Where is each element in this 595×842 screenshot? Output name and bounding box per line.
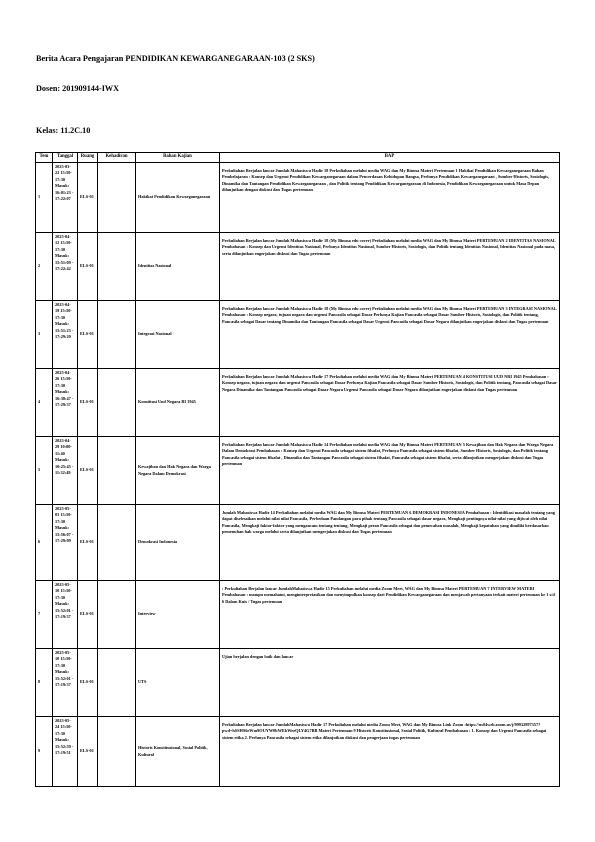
row-check-in: Masuk: 15:51:23 - 17:29:20 [55, 321, 74, 340]
row-attendance [98, 717, 136, 787]
row-number: 8 [36, 649, 53, 717]
row-number: 6 [36, 505, 53, 581]
row-bap: Perkuliahan Berjalan lancar Jumlah Mahasiswa Hadir 18 (My Binusa edu cover) Perkuliahan melalui media WAG dan My Binusa Materi PERTEMUAN 2 IDENTITAS NASIONAL Pembahasan : Konsep dan Urgensi Identitas Nasional, Perlunya Identitas Nasional, Sumber Historis, Sosiologis, dan Politik tentang Identitas Nasional, Identitas Nasional pada masa, serta dilanjutkan engerjakan diskusi dan Tugas pertemuan [220, 233, 560, 301]
row-number: 1 [36, 163, 53, 233]
row-room: ELS-01 [78, 717, 98, 787]
table-row [36, 233, 560, 301]
row-room: ELS-01 [78, 163, 98, 233]
row-room: ELS-01 [78, 649, 98, 717]
row-bap: Perkuliahan Berjalan lancar Jumlah Mahasiswa Hadir 18 Perkuliahan melalui media WAG dan My Binusa Materi Pertemuan 1 Hakikat Pendidikan Kewarganegaraan Bahan Pembelajaran : Konsep dan Urgensi Pendidikan Kewarganegaraan dalam Pencerdasan Kehidupan Bangsa, Perlunya Pendidikan Kewarganegaraan , Sumber Historis, Sosiologis, Dinamika dan Tantangan Pendidikan Kewarganegaraan , dan Politik tentang Pendidikan Kewarganegaraan di Indonesia, Pendidikan Kewarganegaraan untuk Masa Depan dilanjutkan dengan diskusi dan Tugas pertemuan [220, 163, 560, 233]
column-header-bap: BAP [220, 153, 560, 163]
row-bap: Ujian berjalan dengan baik dan lancar [220, 649, 560, 717]
row-date [53, 437, 78, 505]
row-date-range: 2025-04-29 10:00-11:40 [55, 438, 72, 456]
row-attendance [98, 581, 136, 649]
row-attendance [98, 437, 136, 505]
row-number: 4 [36, 369, 53, 437]
row-attendance [98, 163, 136, 233]
row-date-range: 2025-04-26 15:50-17:30 [55, 370, 72, 388]
row-attendance [98, 505, 136, 581]
row-check-in: Masuk: 15:56:07 - 17:29:09 [55, 525, 74, 544]
row-check-in: Masuk: 10:25:45 - 11:32:49 [55, 457, 74, 476]
row-bap: Perkuliahan Berjalan lancar Jumlah Mahasiswa Hadir 18 (My Binusa edu cover) Perkuliahan melalui media WAG dan My Binusa Materi PERTEMUAN 3 INTEGRASI NASIONAL Pembahasan : Konsep negara, tujuan negara dan urgensi Pancasila sebagai Dasar Perlunya Kajian Pancasila sebagai Dasar Sumber Historis, Sosiologis, dan Politik tentang, Pancasila sebagai Dasar tentang Dinamika dan Tantangan Pancasila sebagai Dasar Urgensi Pancasila sebagai Dasar Negara dilanjutkan engerjakan diskusi dan Tugas pertemuan [220, 301, 560, 369]
row-room: ELS-01 [78, 233, 98, 301]
row-check-in: Masuk: 16:38:47 - 17:29:37 [55, 389, 74, 408]
table-row [36, 649, 560, 717]
row-number: 7 [36, 581, 53, 649]
row-material: Integrasi Nasional [136, 301, 220, 369]
column-header-no: Tem [36, 153, 53, 163]
row-material: Hakikat Pendidikan Kewarganegaraan [136, 163, 220, 233]
row-bap: Perkuliahan Berjalan lancar JumlahMahasiswa Hadir 17 Perkuliahan melalui media Zoom Meet, WAG dan My Binusa Link Zoom :https://us04web.zoom.us/j/99932897357?pwd=hSSHS6eWm9OUYW0bWEkWeeQLY4G7BB Materi Pertemuan 9 Historis Konstitusional, Sosial Politik, Kultural Pembahasan : 1. Konsep dan Urgensi Pancasila sebagai sistem etika 2. Perlunya Pancasila sebagai sistem etika dilanjutkan diskusi dan pengerjaan tugas pertemuan [220, 717, 560, 787]
row-room: ELS-01 [78, 505, 98, 581]
lecturer-label: Dosen: 201909144-IWX [36, 84, 120, 93]
table-row [36, 717, 560, 787]
row-check-in: Masuk: 15:51:09 - 17:22:42 [55, 253, 74, 272]
row-material: Demokrasi Indonesia [136, 505, 220, 581]
table-row [36, 163, 560, 233]
row-date-range: 2025-04-12 15:50-17:30 [55, 234, 72, 252]
row-date [53, 233, 78, 301]
row-date [53, 581, 78, 649]
row-date-range: 2025-04-19 15:50-17:30 [55, 302, 72, 320]
row-room: ELS-01 [78, 581, 98, 649]
row-number: 3 [36, 301, 53, 369]
row-date [53, 717, 78, 787]
table-row [36, 437, 560, 505]
row-number: 2 [36, 233, 53, 301]
row-room: ELS-01 [78, 301, 98, 369]
document-title: Berita Acara Pengajaran PENDIDIKAN KEWARGANEGARAAN-103 (2 SKS) [36, 54, 315, 63]
row-material: Kewajiban dan Hak Negara dan Warga Negara Dalam Demokrasi [136, 437, 220, 505]
class-label: Kelas: 11.2C.10 [36, 126, 91, 135]
column-header-date: Tanggal [53, 153, 78, 163]
row-date-range: 2025-05-03 15:50-17:30 [55, 506, 72, 524]
row-check-in: Masuk: 15:52:59 - 17:19:51 [55, 737, 74, 756]
table-row [36, 301, 560, 369]
row-date [53, 301, 78, 369]
table-body [36, 163, 560, 787]
row-number: 5 [36, 437, 53, 505]
teaching-record-table [35, 152, 560, 787]
row-attendance [98, 369, 136, 437]
row-material: UTS [136, 649, 220, 717]
row-attendance [98, 301, 136, 369]
row-date [53, 369, 78, 437]
row-date-range: 2025-05-10 15:50-17:30 [55, 650, 72, 668]
column-header-attendance: Kehadiran [98, 153, 136, 163]
column-header-material: Bahan Kajian [136, 153, 220, 163]
row-date-range: 2025-05-24 15:50-17:30 [55, 718, 72, 736]
row-check-in: Masuk: 15:52:01 - 17:19:37 [55, 601, 74, 620]
row-material: Konstitusi Und Negara RI 1945 [136, 369, 220, 437]
row-attendance [98, 233, 136, 301]
row-check-in: Masuk: 15:52:01 - 17:19:37 [55, 669, 74, 688]
row-date-range: 2025-05-10 15:50-17:30 [55, 582, 72, 600]
table-header-row [36, 153, 560, 163]
row-date [53, 163, 78, 233]
row-date-range: 2025-03-22 15:50-17:30 [55, 164, 72, 182]
table-row [36, 505, 560, 581]
row-attendance [98, 649, 136, 717]
row-bap: : Perkuliahan Berjalan lancar JumlahMahasiswa Hadir 15 Perkuliahan melalui media Zoom Meet, WAG dan My Binusa Materi PERTEMUAN 7 INTERVIEW MATERI Pembahasan : mampu memahami, menginterpretasikan dan menyimpulkan konsep dari Pendidikan Kewarganegaraan dan menjawab pertanyaan terkait materi pertemuan ke 1 s/d 6 Dalam Kuis / Tugas pertemuan [220, 581, 560, 649]
column-header-room: Ruang [78, 153, 98, 163]
row-material: Historis Konstitusional, Sosial Politik, Kultural [136, 717, 220, 787]
row-room: ELS-01 [78, 437, 98, 505]
row-check-in: Masuk: 16:01:23 - 17:22:07 [55, 183, 74, 202]
row-material: Identitas Nasional [136, 233, 220, 301]
table-row [36, 581, 560, 649]
row-bap: Perkuliahan Berjalan lancar Jumlah Mahasiswa Hadir 14 Perkuliahan melalui media WAG dan My Binusa Materi PERTEMUAN 5 Kewajiban dan Hak Negara dan Warga Negara Dalam Demokrasi Pembahasan : Konsep dan Urgensi Pancasila sebagai sistem filsafat, Perlunya Pancasila sebagai sistem filsafat, Sumber Historis, Sosiologis, dan Politik tentang Pancasila sebagai sistem filsafat , Dinamika dan Tantangan Pancasila sebagai sistem filsafat, Pancasila sebagai sistem filsafat, serta dilanjutkan mengerjakan diskusi dan Tugas pertemuan [220, 437, 560, 505]
row-room: ELS-01 [78, 369, 98, 437]
row-number: 9 [36, 717, 53, 787]
row-material: Interview [136, 581, 220, 649]
row-bap: Jumlah Mahasiswa Hadir 14 Perkuliahan melalui media WAG dan My Binusa Materi PERTEMUAN 6 DEMOKRASI INDONESIA Pembahasan : Identifikasi masalah tentang yang dapat diselesaikan melalui nilai nilai Pancasila, Perbedaan Pandangan para pihak tentang Pancasila sebagai dasar negara, Mengkaji pentingnya nilai-nilai yang dijiwai oleh nilai Pancasila, Mengkaji faktor-faktor yang mengancam tentang tentang, Mengkaji peran Pancasila sebagai dan pemecahan masalah, Mengkaji kepatuhan yang dimiliki berdasarkan pemenuhan hak warga melalui serta dilanjutkan mengerjakan diskusi dan Tugas pertemuan [220, 505, 560, 581]
table-row [36, 369, 560, 437]
row-bap: Perkuliahan Berjalan lancar Jumlah Mahasiswa Hadir 17 Perkuliahan melalui media WAG dan My Binusa Materi PERTEMUAN 4 KONSTITUSI UUD NRI 1945 Pembahasan : Konsep negara, tujuan negara dan urgensi Pancasila sebagai Dasar Perlunya Kajian Pancasila sebagai Dasar Sumber Historis, Sosiologis, dan Politik tentang, Pancasila sebagai Dasar Negara Dinamika dan Tantangan Pancasila sebagai Dasar Negara Urgensi Pancasila sebagai Dasar Negara dilanjutkan engerjakan diskusi dan Tugas pertemuan [220, 369, 560, 437]
row-date [53, 649, 78, 717]
row-date [53, 505, 78, 581]
